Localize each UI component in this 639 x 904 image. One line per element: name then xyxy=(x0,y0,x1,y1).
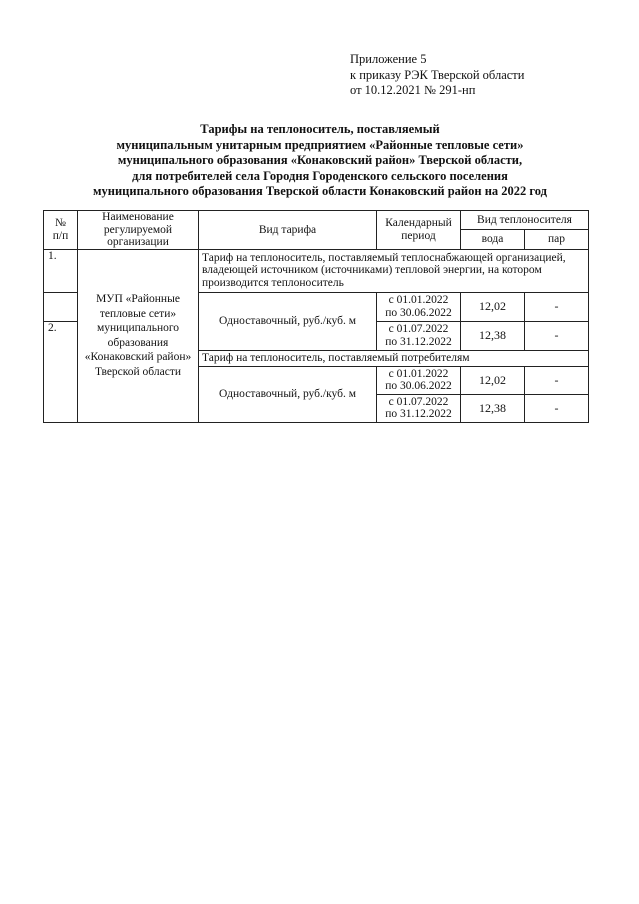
period-cell: с 01.01.2022 по 30.06.2022 xyxy=(377,292,461,321)
period-cell: с 01.07.2022 по 31.12.2022 xyxy=(377,321,461,350)
row-number-spacer xyxy=(44,292,78,321)
header-carrier-type: Вид теплоносителя xyxy=(461,211,589,230)
title-line: муниципального образования Тверской области Конаковский район на 2022 год xyxy=(93,184,547,198)
document-title xyxy=(40,122,600,200)
title-line: муниципальным унитарным предприятием «Районные тепловые сети» xyxy=(116,137,524,152)
period-cell: с 01.07.2022 по 31.12.2022 xyxy=(377,394,461,422)
steam-value: - xyxy=(525,292,589,321)
annex-number: Приложение 5 xyxy=(350,52,427,66)
header-water: вода xyxy=(461,230,525,249)
water-value: 12,02 xyxy=(461,366,525,394)
rate-label: Одноставочный, руб./куб. м xyxy=(199,366,377,422)
header-row xyxy=(44,211,589,230)
section-row xyxy=(44,249,589,292)
section-heading: Тариф на теплоноситель, поставляемый теплоснабжающей организацией, владеющей источником (источниками) тепловой энергии, на котором производится теплоноситель xyxy=(199,249,589,292)
organization-name: МУП «Районные тепловые сети» муниципального образования «Конаковский район» Тверской области xyxy=(78,249,199,422)
period-cell: с 01.01.2022 по 30.06.2022 xyxy=(377,366,461,394)
annex-reference xyxy=(350,52,524,99)
water-value: 12,38 xyxy=(461,394,525,422)
header-steam: пар xyxy=(525,230,589,249)
header-organization: Наименование регулируемой организации xyxy=(78,211,199,250)
steam-value: - xyxy=(525,394,589,422)
title-line: для потребителей села Городня Городенского сельского поселения xyxy=(132,168,508,183)
water-value: 12,02 xyxy=(461,292,525,321)
steam-value: - xyxy=(525,366,589,394)
header-period: Календарный период xyxy=(377,211,461,250)
rate-label: Одноставочный, руб./куб. м xyxy=(199,292,377,350)
annex-order: к приказу РЭК Тверской области xyxy=(350,67,525,82)
row-number: 1. xyxy=(44,249,78,292)
title-line: муниципального образования «Конаковский район» Тверской области, xyxy=(117,153,523,167)
annex-date: от 10.12.2021 № 291-нп xyxy=(350,83,476,97)
steam-value: - xyxy=(525,321,589,350)
header-number: № п/п xyxy=(44,211,78,250)
water-value: 12,38 xyxy=(461,321,525,350)
header-tariff-type: Вид тарифа xyxy=(199,211,377,250)
row-number: 2. xyxy=(44,321,78,422)
title-line: Тарифы на теплоноситель, поставляемый xyxy=(200,122,440,136)
tariff-table xyxy=(43,210,589,423)
section-heading: Тариф на теплоноситель, поставляемый потребителям xyxy=(199,350,589,366)
